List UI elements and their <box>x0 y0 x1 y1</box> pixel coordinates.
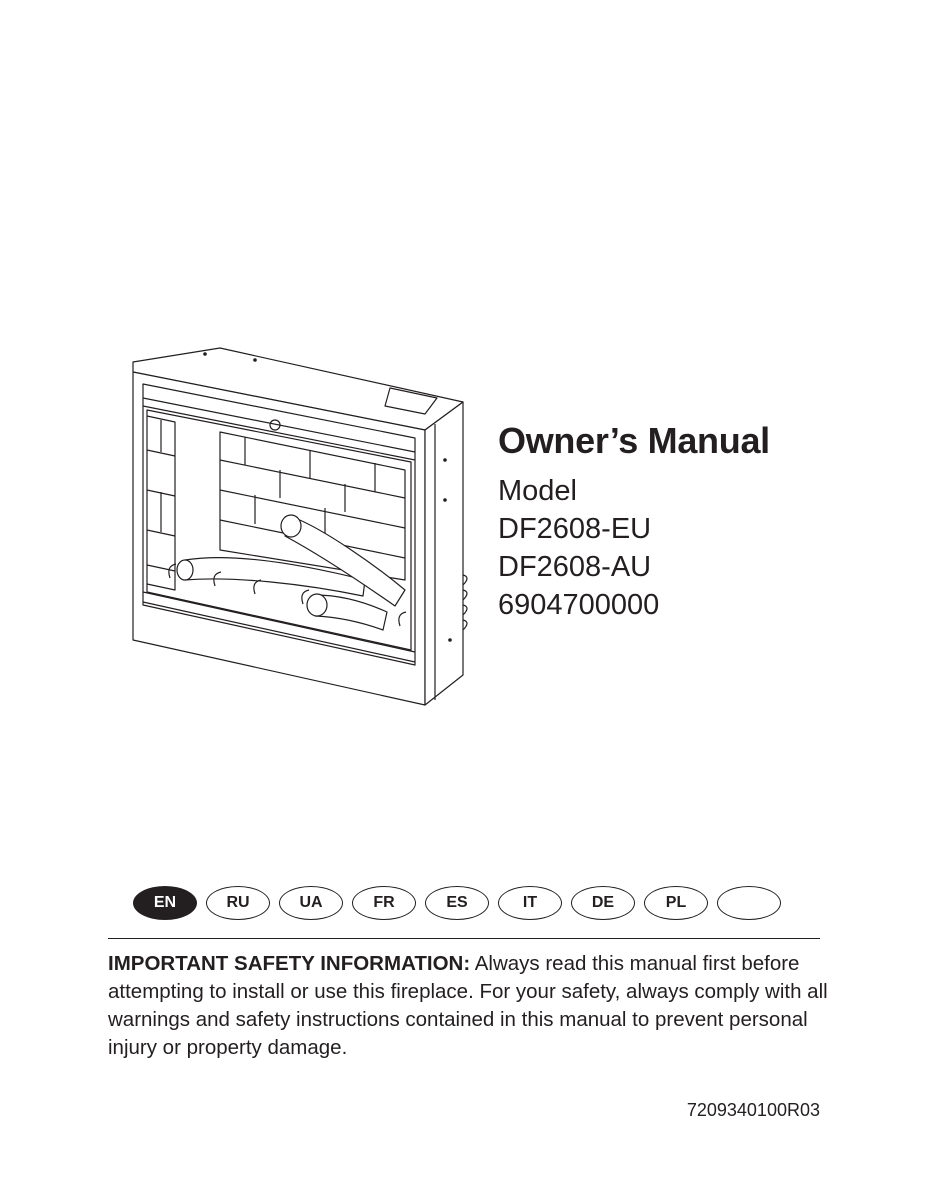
safety-notice <box>108 950 828 1062</box>
model-label: Model <box>498 475 577 507</box>
document-number: 7209340100R03 <box>686 1100 820 1120</box>
language-pill-es: ES <box>425 886 489 920</box>
language-pill-de: DE <box>571 886 635 920</box>
safety-notice-body: Always read this manual first before attempting to install or use this fireplace. For your safety, always comply with all warnings and safety instructions contained in this manual to prevent personal injury or property damage. <box>108 952 828 1059</box>
language-selector <box>133 886 781 922</box>
page-title: Owner’s Manual <box>498 420 770 461</box>
model-number: DF2608-AU <box>498 551 652 583</box>
language-pill-ua: UA <box>279 886 343 920</box>
divider <box>108 938 820 939</box>
language-pill-fr: FR <box>352 886 416 920</box>
model-number: DF2608-EU <box>498 513 652 545</box>
safety-notice-lead: IMPORTANT SAFETY INFORMATION: <box>108 952 471 975</box>
language-pill-pl: PL <box>644 886 708 920</box>
language-pill-blank <box>717 886 781 920</box>
language-pill-it: IT <box>498 886 562 920</box>
language-pill-en: EN <box>133 886 197 920</box>
fireplace-illustration <box>125 340 475 710</box>
part-number: 6904700000 <box>498 589 660 621</box>
title-block <box>498 420 770 624</box>
language-pill-ru: RU <box>206 886 270 920</box>
